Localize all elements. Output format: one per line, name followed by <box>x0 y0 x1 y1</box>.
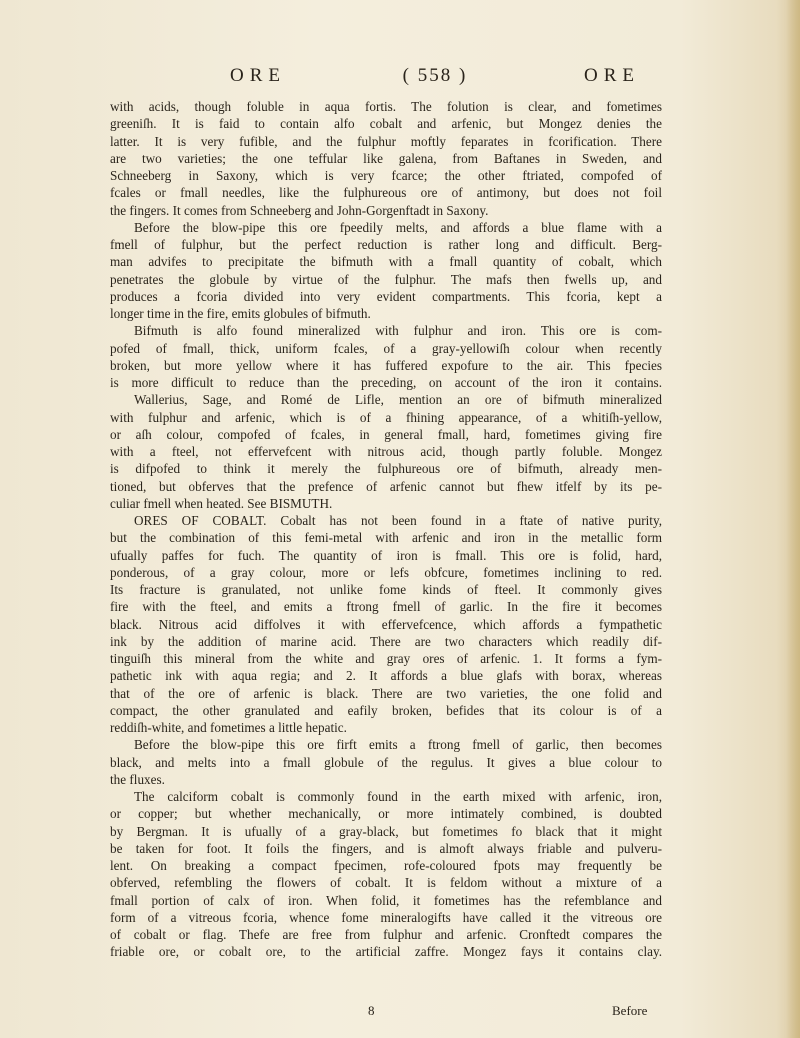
text-line: the fingers. It comes from Schneeberg and John-Gorgenftadt in Saxony. <box>110 202 489 218</box>
body-text <box>110 98 662 961</box>
text-line: longer time in the fire, emits globules of bifmuth. <box>110 306 371 321</box>
catchword: Before <box>612 1003 648 1018</box>
text-line: the fluxes. <box>110 771 165 787</box>
text-line: or copper; but whether mechanically, or more intimately combined, is doubted <box>110 806 662 822</box>
text-line: tioned, but obferves that the prefence of arfenic cannot but fhew itfelf by its pe- <box>110 478 662 494</box>
text-line: man advifes to precipitate the bifmuth with a fmall quantity of cobalt, which <box>110 254 662 270</box>
text-line: The calciform cobalt is commonly found in the earth mixed with arfenic, iron, <box>134 789 662 804</box>
text-line: lent. On breaking a compact fpecimen, rofe-coloured fpots may frequently be <box>110 858 662 873</box>
text-line: fmell of fulphur, but the perfect reduction is rather long and difficult. Berg- <box>110 237 662 252</box>
text-line: ponderous, of a gray colour, more or lefs obfcure, fometimes inclining to red. <box>110 564 662 580</box>
text-line: black. Nitrous acid diffolves it with effervefcence, which affords a fympathetic <box>110 616 662 632</box>
header-right: ORE <box>584 65 640 86</box>
page-number: ( 558 ) <box>402 65 468 86</box>
text-line: is more difficult to reduce than the preceding, on account of the iron it contains. <box>110 375 662 390</box>
text-line: are two varieties; the one teffular like galena, from Baftanes in Sweden, and <box>110 150 662 166</box>
text-line: produces a fcoria divided into very evident compartments. This fcoria, kept a <box>110 288 662 304</box>
text-line: Before the blow-pipe this ore fpeedily melts, and affords a blue flame with a <box>134 219 662 235</box>
text-line: latter. It is very fufible, and the fulphur moftly feparates in fcorification. There <box>110 133 662 149</box>
text-line: friable ore, or cobalt ore, to the artificial zaffre. Mongez fays it contains clay. <box>110 944 662 960</box>
text-line: but the combination of this femi-metal with arfenic and iron in the metallic form <box>110 530 662 546</box>
text-line: with acids, though foluble in aqua fortis. The folution is clear, and fometimes <box>110 99 662 114</box>
text-line: Wallerius, Sage, and Romé de Lifle, mention an ore of bifmuth mineralized <box>134 392 662 408</box>
text-line: or aſh colour, compofed of fcales, in general fmall, hard, fometimes giving fire <box>110 426 662 442</box>
text-line: Schneeberg in Saxony, which is very fcarce; the other ftriated, compofed of <box>110 168 662 183</box>
text-line: broken, but more yellow where it has fuffered expofure to the air. This fpecies <box>110 357 662 373</box>
text-line: with a fteel, not effervefcent with nitrous acid, though partly foluble. Mongez <box>110 444 662 459</box>
text-line: pathetic ink with aqua regia; and 2. It affords a blue glafs with borax, whereas <box>110 668 662 684</box>
text-line: tinguiſh this mineral from the white and gray ores of arfenic. 1. It forms a fym- <box>110 651 662 666</box>
text-line: Bifmuth is alfo found mineralized with fulphur and iron. This ore is com- <box>134 323 662 339</box>
header-left: ORE <box>230 65 286 86</box>
text-line: be taken for foot. It foils the fingers, and is almoft always friable and pulveru- <box>110 840 662 856</box>
running-header <box>230 64 640 88</box>
text-line: pofed of fmall, thick, uniform fcales, of a gray-yellowiſh colour when recently <box>110 340 662 356</box>
text-line: with fulphur and arfenic, which is of a fhining appearance, of a whitiſh-yellow, <box>110 409 662 425</box>
text-line: black, and melts into a fmall globule of the regulus. It gives a blue colour to <box>110 754 662 770</box>
text-line: of cobalt or flag. Thefe are free from fulphur and arfenic. Cronftedt compares the <box>110 927 662 942</box>
text-line: culiar fmell when heated. See BISMUTH. <box>110 495 333 511</box>
text-line: Its fracture is granulated, not unlike fome kinds of fteel. It commonly gives <box>110 582 662 597</box>
text-line: reddiſh-white, and fometimes a little hepatic. <box>110 720 347 735</box>
text-line: ink by the addition of marine acid. There are two characters which readily dif- <box>110 633 662 649</box>
text-line: fmall portion of calx of iron. When folid, it fometimes has the refemblance and <box>110 892 662 908</box>
text-line: obferved, refembling the flowers of cobalt. It is feldom without a mixture of a <box>110 875 662 891</box>
signature-mark: 8 <box>368 1003 375 1018</box>
text-line: fire with the fteel, and emits a ftrong fmell of garlic. In the fire it becomes <box>110 599 662 615</box>
page-edge-shadow <box>786 0 800 1038</box>
text-line: ufually paffes for fuch. The quantity of iron is fmall. This ore is folid, hard, <box>110 547 662 563</box>
text-line: Before the blow-pipe this ore firft emits a ftrong fmell of garlic, then becomes <box>134 737 662 753</box>
text-line: ORES OF COBALT. Cobalt has not been found in a ftate of native purity, <box>134 513 662 528</box>
text-line: greeniſh. It is faid to contain alfo cobalt and arfenic, but Mongez denies the <box>110 116 662 132</box>
text-line: form of a vitreous fcoria, whence fome mineralogifts have called it the vitreous ore <box>110 909 662 925</box>
text-line: penetrates the globule by virtue of the fulphur. The mafs then fwells up, and <box>110 271 662 287</box>
text-line: fcales or fmall needles, like the fulphureous ore of antimony, but does not foil <box>110 185 662 201</box>
text-line: compact, the other granulated and eafily broken, befides that its colour is of a <box>110 702 662 718</box>
text-line: by Bergman. It is ufually of a gray-black, but fometimes fo black that it might <box>110 823 662 839</box>
text-line: is difpofed to think it merely the fulphureous ore of bifmuth, already men- <box>110 461 662 477</box>
text-line: that of the ore of arfenic is black. There are two varieties, the one folid and <box>110 685 662 701</box>
